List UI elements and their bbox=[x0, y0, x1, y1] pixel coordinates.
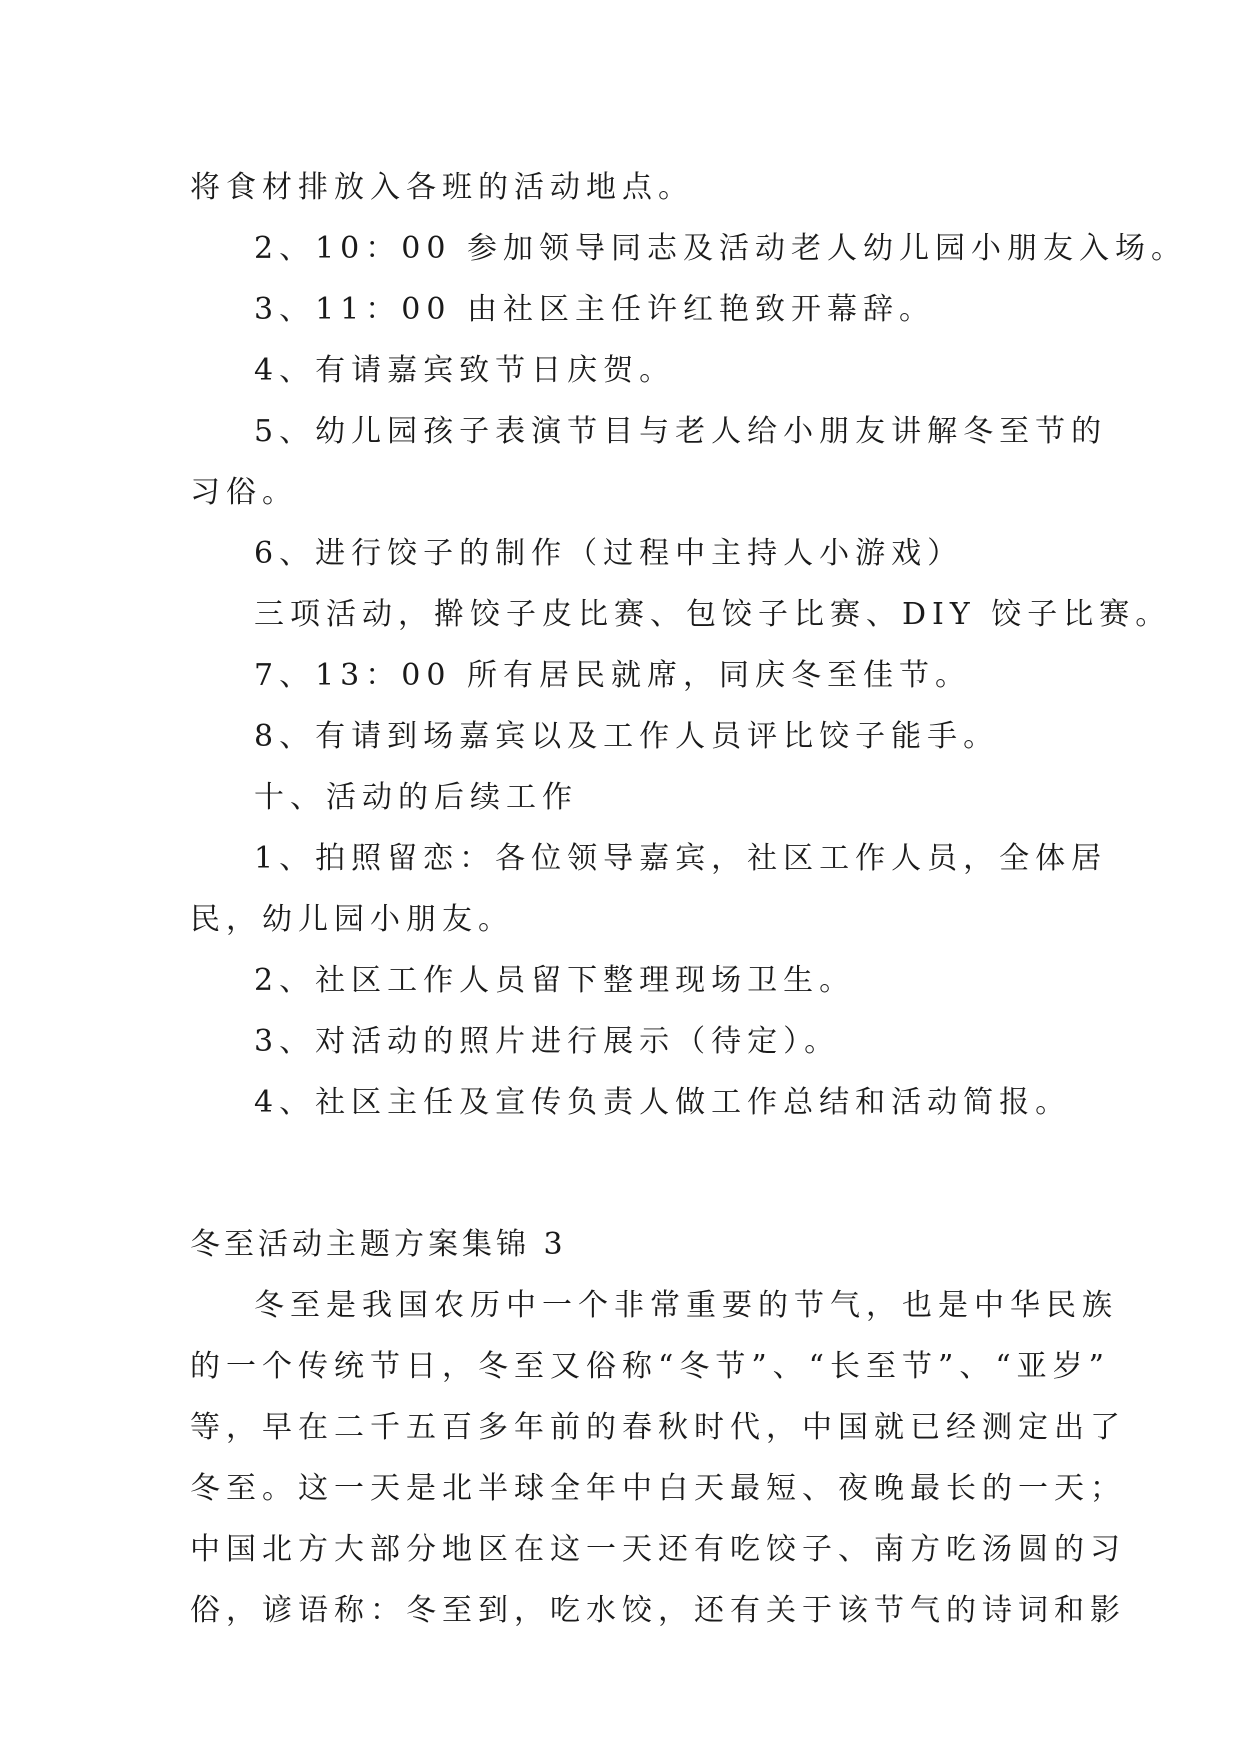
paragraph-line: 冬至是我国农历中一个非常重要的节气，也是中华民族 bbox=[254, 1288, 1118, 1323]
text-line: 4、有请嘉宾致节日庆贺。 bbox=[254, 353, 676, 388]
text-line: 民，幼儿园小朋友。 bbox=[190, 902, 514, 937]
section-gap bbox=[190, 1133, 1070, 1214]
section-subheading: 十、活动的后续工作 bbox=[254, 780, 578, 815]
paragraph-line: 的一个传统节日，冬至又俗称“冬节”、“长至节”、“亚岁” bbox=[190, 1349, 1111, 1384]
paragraph-line: 等，早在二千五百多年前的春秋时代，中国就已经测定出了 bbox=[190, 1410, 1126, 1445]
text-line: 1、拍照留恋：各位领导嘉宾，社区工作人员，全体居 bbox=[254, 841, 1108, 876]
text-line: 7、13：00 所有居民就席，同庆冬至佳节。 bbox=[254, 658, 971, 693]
paragraph-line: 中国北方大部分地区在这一天还有吃饺子、南方吃汤圆的习 bbox=[190, 1532, 1126, 1567]
text-line: 2、社区工作人员留下整理现场卫生。 bbox=[254, 963, 856, 998]
text-line: 5、幼儿园孩子表演节目与老人给小朋友讲解冬至节的 bbox=[254, 414, 1108, 449]
text-line: 8、有请到场嘉宾以及工作人员评比饺子能手。 bbox=[254, 719, 1000, 754]
paragraph-line: 冬至。这一天是北半球全年中白天最短、夜晚最长的一天； bbox=[190, 1471, 1126, 1506]
text-line: 4、社区主任及宣传负责人做工作总结和活动简报。 bbox=[254, 1085, 1072, 1120]
text-line: 习俗。 bbox=[190, 475, 298, 510]
text-line: 2、10：00 参加领导同志及活动老人幼儿园小朋友入场。 bbox=[254, 231, 1187, 266]
text-line: 将食材排放入各班的活动地点。 bbox=[190, 170, 694, 205]
text-line: 3、11：00 由社区主任许红艳致开幕辞。 bbox=[254, 292, 935, 327]
text-line: 三项活动，擀饺子皮比赛、包饺子比赛、DIY 饺子比赛。 bbox=[254, 597, 1172, 632]
text-line: 6、进行饺子的制作（过程中主持人小游戏） bbox=[254, 536, 964, 571]
paragraph-line: 俗，谚语称：冬至到，吃水饺，还有关于该节气的诗词和影 bbox=[190, 1593, 1126, 1628]
document-body bbox=[190, 157, 1187, 1641]
text-line: 3、对活动的照片进行展示（待定）。 bbox=[254, 1024, 841, 1059]
section-title: 冬至活动主题方案集锦 3 bbox=[190, 1227, 567, 1262]
